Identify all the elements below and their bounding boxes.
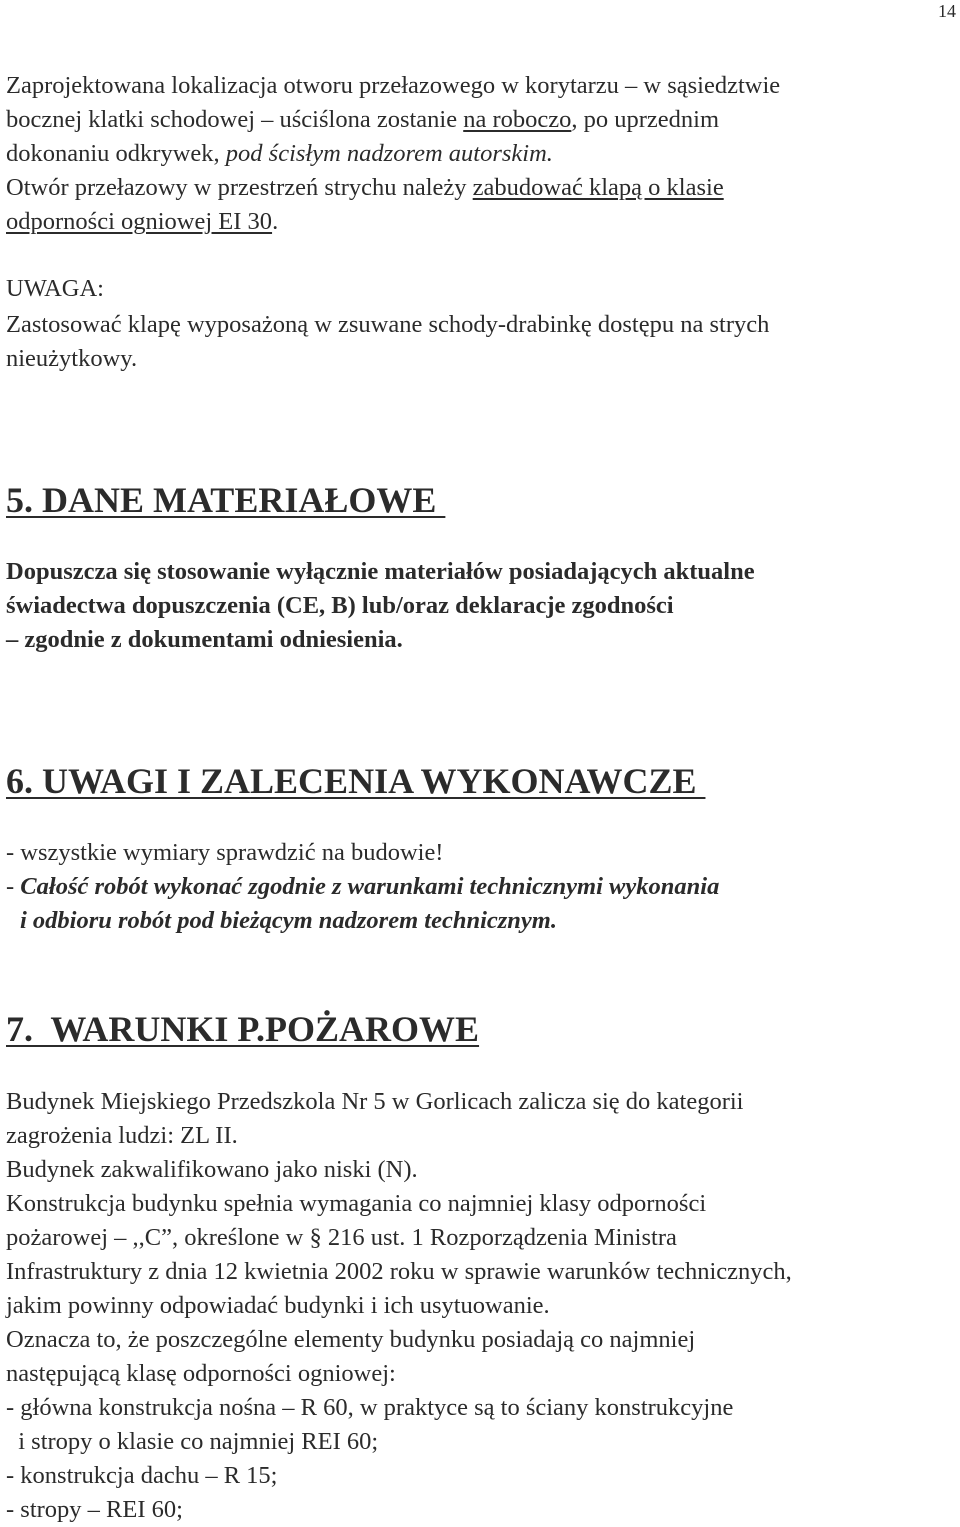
section-6-line-2 [6,872,719,902]
section-6-line-2-dash: - [6,873,21,900]
intro-line-3-italic: pod ścisłym nadzorem autorskim. [225,140,553,167]
section-5-line-2: świadectwa dopuszczenia (CE, B) lub/oraz deklaracje zgodności [6,592,674,619]
intro-line-1: Zaprojektowana lokalizacja otworu przełazowego w korytarzu – w sąsiedztwie [6,72,781,99]
section-7-line-1: Budynek Miejskiego Przedszkola Nr 5 w Gorlicach zalicza się do kategorii [6,1088,744,1115]
section-6-line-1: - wszystkie wymiary sprawdzić na budowie! [6,839,444,866]
intro-line-5-tail: . [272,208,279,235]
section-7-line-4: Konstrukcja budynku spełnia wymagania co najmniej klasy odporności [6,1190,707,1217]
intro-line-4-text: Otwór przełazowy w przestrzeń strychu należy [6,174,473,201]
section-7-line-11: i stropy o klasie co najmniej REI 60; [6,1428,379,1455]
intro-line-4-underlined: zabudować klapą o klasie [472,174,724,201]
section-5-heading: 5. DANE MATERIAŁOWE [6,480,446,520]
section-6-line-2-italic: Całość robót wykonać zgodnie z warunkami technicznymi wykonania [20,873,720,900]
page-number: 14 [938,1,956,21]
intro-line-3 [6,139,553,169]
section-5-line-1: Dopuszcza się stosowanie wyłącznie materiałów posiadających aktualne [6,558,755,585]
intro-line-2-text: bocznej klatki schodowej – uściślona zostanie [6,106,464,133]
section-7-line-2: zagrożenia ludzi: ZL II. [6,1122,238,1149]
intro-line-2 [6,105,719,135]
note-line-2: nieużytkowy. [6,345,138,372]
intro-line-2-tail: , po uprzednim [571,106,720,133]
section-7-line-12: - konstrukcja dachu – R 15; [6,1462,278,1489]
note-label: UWAGA: [6,275,104,302]
intro-line-2-underlined: na roboczo [463,106,572,133]
section-7-line-8: Oznacza to, że poszczególne elementy budynku posiadają co najmniej [6,1326,696,1353]
intro-line-4 [6,173,724,203]
intro-line-5-underlined: odporności ogniowej EI 30 [6,208,273,235]
section-6-line-3-italic: i odbioru robót pod bieżącym nadzorem technicznym. [20,907,557,934]
section-7-line-3: Budynek zakwalifikowano jako niski (N). [6,1156,418,1183]
note-line-1: Zastosować klapę wyposażoną w zsuwane schody-drabinkę dostępu na strych [6,311,770,338]
intro-line-5 [6,207,278,237]
section-7-line-6: Infrastruktury z dnia 12 kwietnia 2002 roku w sprawie warunków technicznych, [6,1258,792,1285]
section-6-line-3 [20,906,557,936]
section-7-line-5: pożarowej – ,,C”, określone w § 216 ust. 1 Rozporządzenia Ministra [6,1224,677,1251]
section-7-line-10: - główna konstrukcja nośna – R 60, w praktyce są to ściany konstrukcyjne [6,1394,734,1421]
section-7-line-13: - stropy – REI 60; [6,1496,183,1523]
section-7-heading: 7. WARUNKI P.POŻAROWE [6,1009,480,1049]
intro-line-3-text: dokonaniu odkrywek, [6,140,226,167]
section-6-heading: 6. UWAGI I ZALECENIA WYKONAWCZE [6,761,706,801]
section-7-line-9: następującą klasę odporności ogniowej: [6,1360,396,1387]
section-5-line-3: – zgodnie z dokumentami odniesienia. [6,626,403,653]
section-7-line-7: jakim powinny odpowiadać budynki i ich usytuowanie. [6,1292,550,1319]
